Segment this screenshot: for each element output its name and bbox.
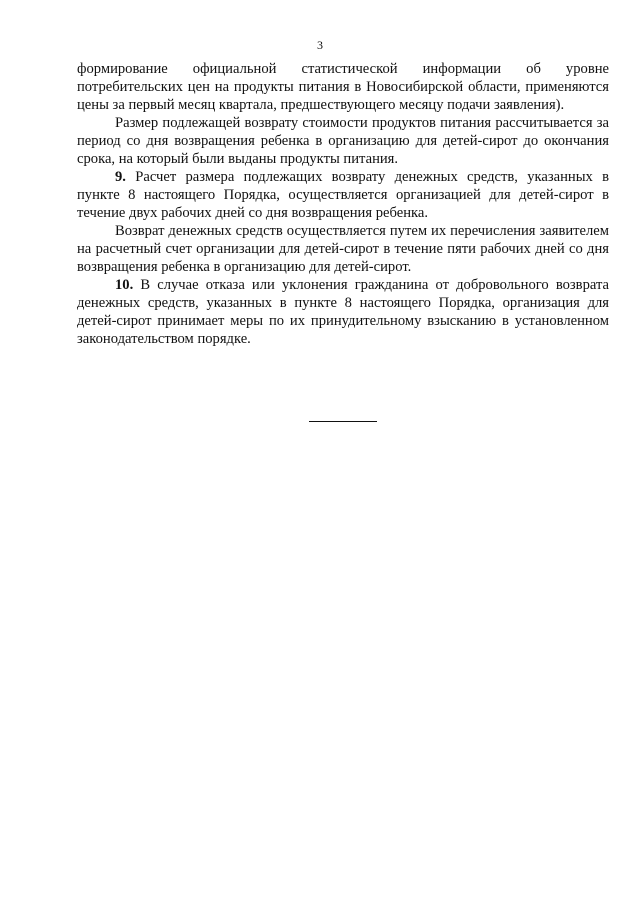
paragraph-refund-transfer [77,222,609,276]
paragraph-text: Возврат денежных средств осуществляется путем их перечисления заявителем на расчетный счет организации для детей-сирот в течение пяти рабочих дней со дня возвращения ребенка в организацию для детей-сирот. [77,223,609,275]
paragraph-text: В случае отказа или уклонения гражданина от добровольного возврата денежных средств, указанных в пункте 8 настоящего Порядка, организация для детей-сирот принимает меры по их принудительному взысканию в установленном законодательством порядке. [77,277,609,347]
end-of-document-rule [309,421,377,422]
paragraph-continuation [77,60,609,114]
item-number: 9. [115,169,126,185]
paragraph-food-cost-period [77,114,609,168]
document-body [77,60,609,348]
paragraph-item-9 [77,168,609,222]
item-number: 10. [115,277,134,293]
page-number: 3 [317,38,323,52]
paragraph-text: Расчет размера подлежащих возврату денежных средств, указанных в пункте 8 настоящего Порядка, осуществляется организацией для детей-сирот в течение двух рабочих дней со дня возвращения ребенка. [77,169,609,221]
paragraph-text: формирование официальной статистической информации об уровне потребительских цен на продукты питания в Новосибирской области, применяются цены за первый месяц квартала, предшествующего месяцу подачи заявления). [77,61,609,113]
paragraph-text: Размер подлежащей возврату стоимости продуктов питания рассчитывается за период со дня возвращения ребенка в организацию для детей-сирот до окончания срока, на который были выданы продукты питания. [77,115,609,167]
paragraph-item-10 [77,276,609,348]
